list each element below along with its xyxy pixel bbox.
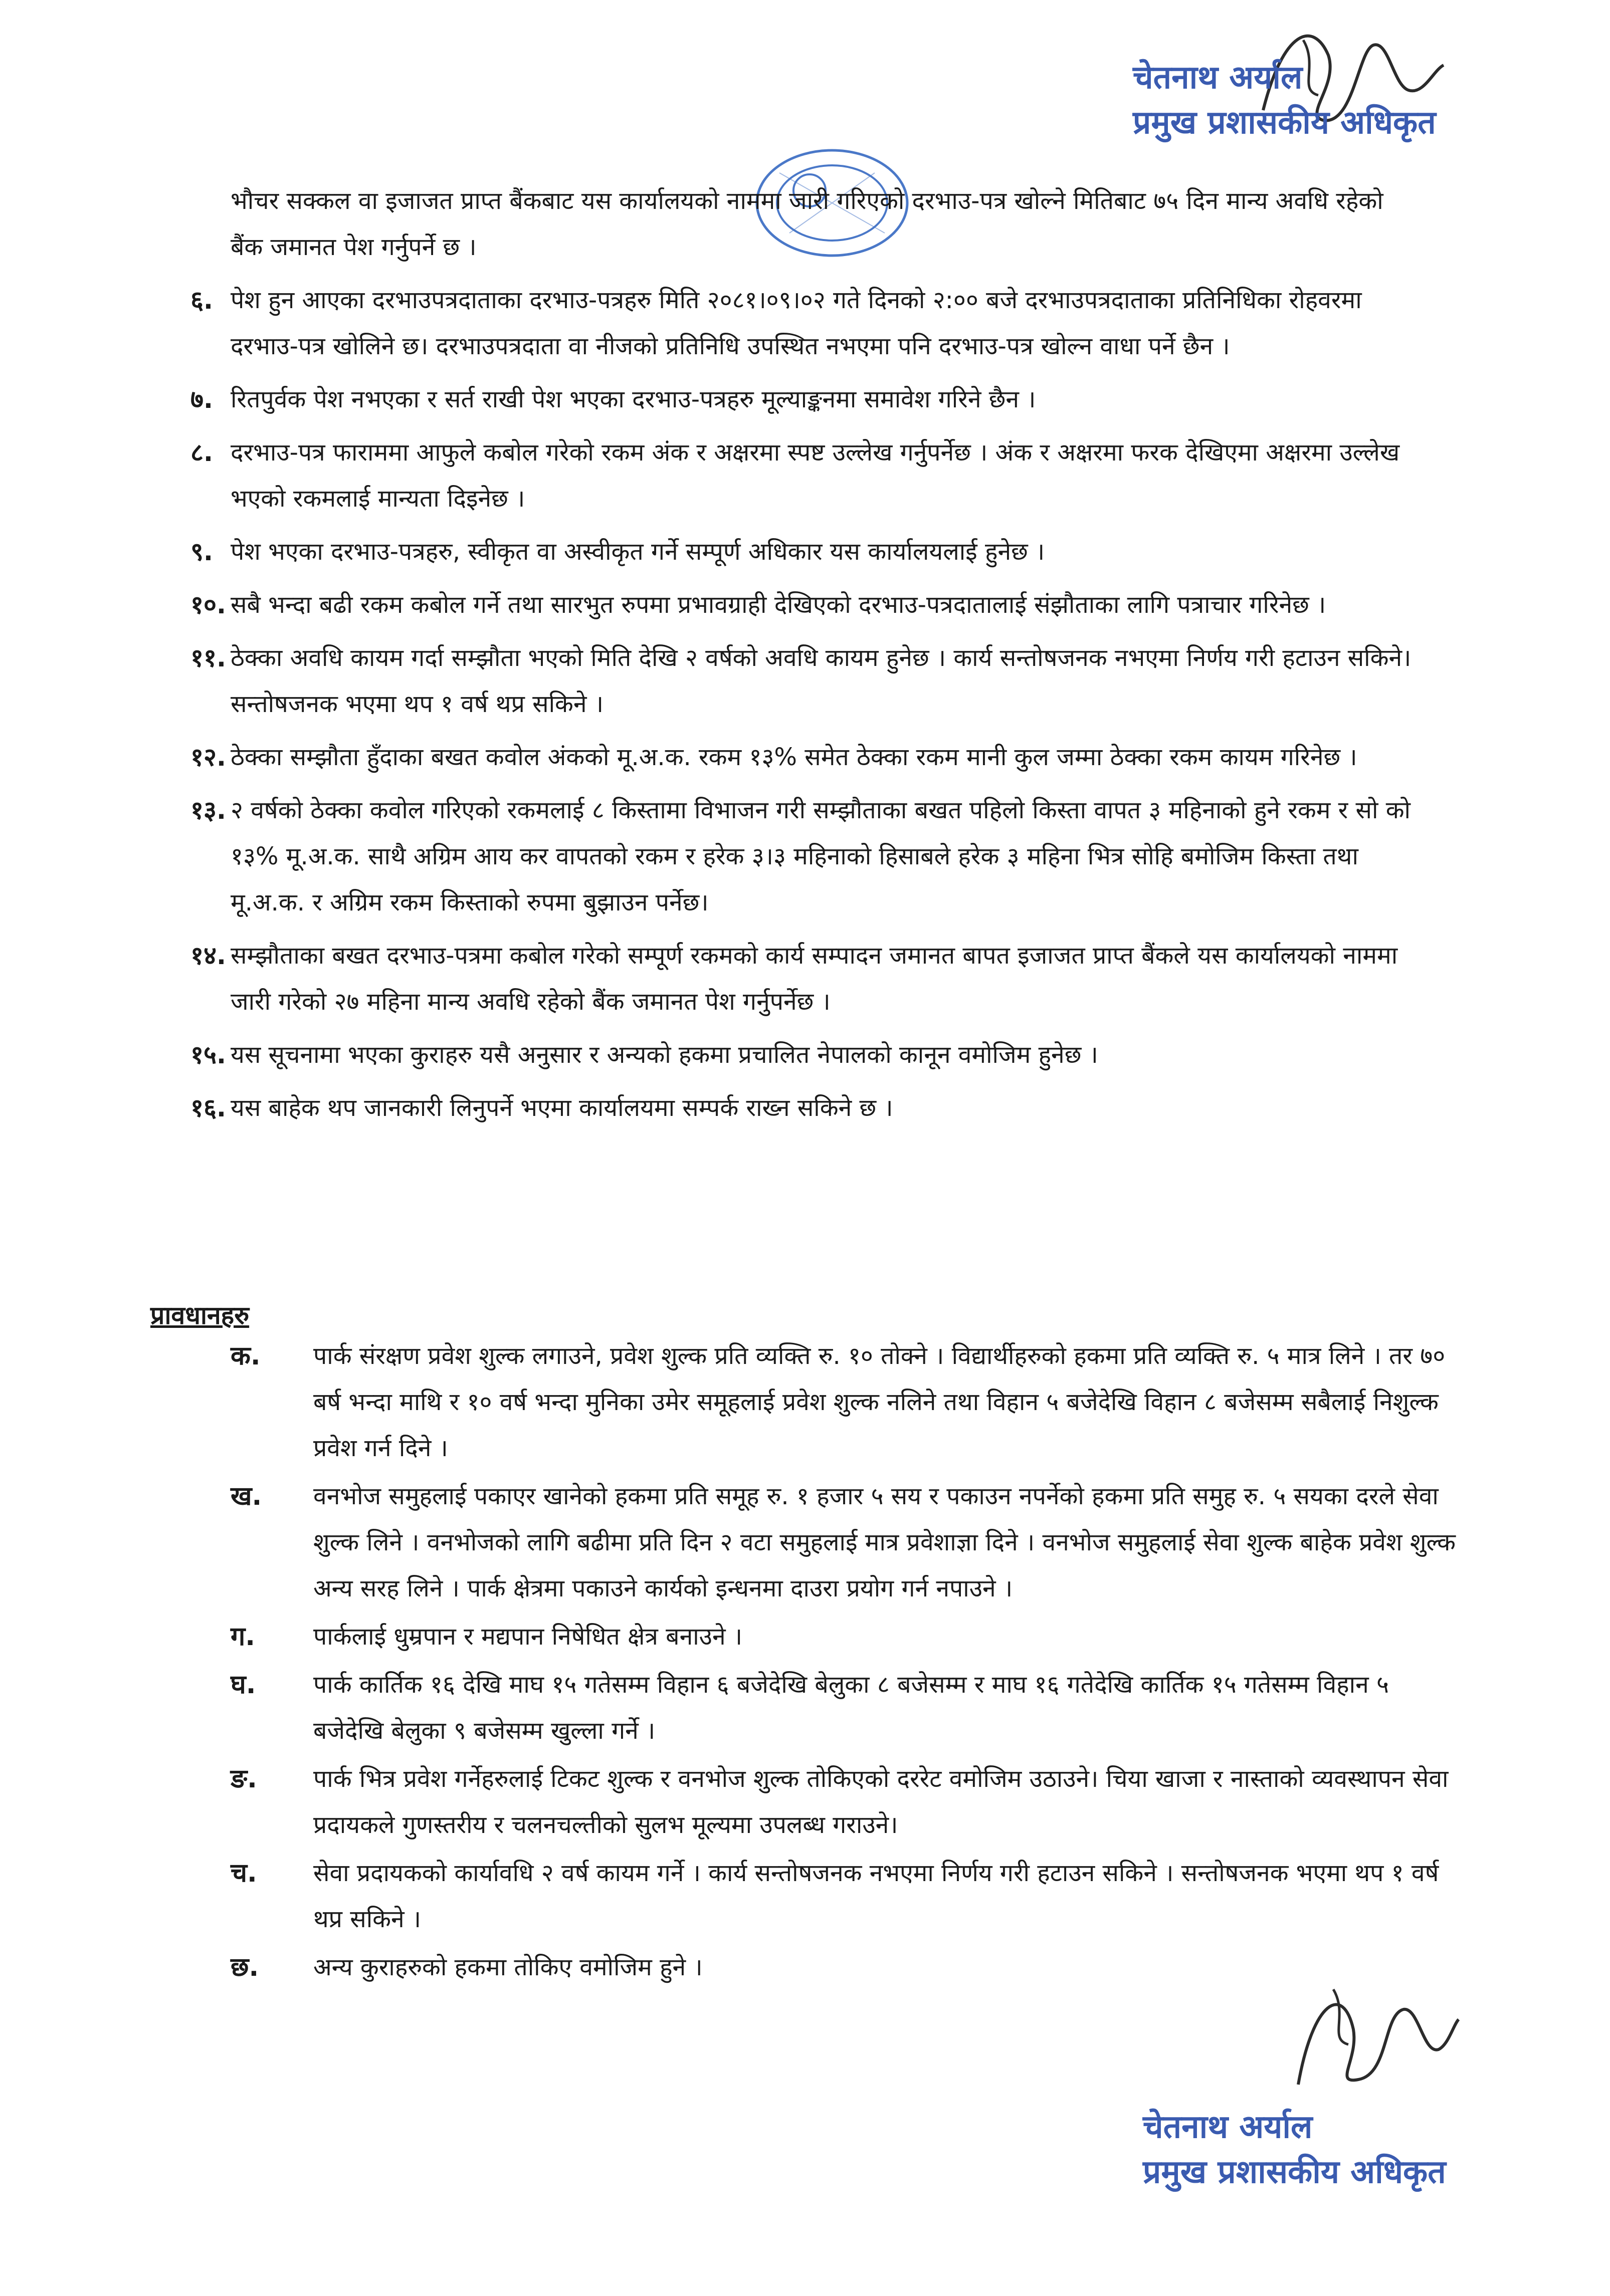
provision-text: वनभोज समुहलाई पकाएर खानेको हकमा प्रति समूह रु. १ हजार ५ सय र पकाउन नपर्नेको हकमा प्रति समुह रु. ५ सयका दरले सेवा शुल्क लिने । वनभोजको लागि बढीमा प्रति दिन २ वटा समुहलाई मात्र प्रवेशाज्ञा दिने । वनभोज समुहलाई सेवा शुल्क बाहेक प्रवेश शुल्क अन्य सरह लिने । पार्क क्षेत्रमा पकाउने कार्यको इन्धनमा दाउरा प्रयोग गर्न नपाउने । (313, 1482, 1456, 1602)
provision-text: पार्कलाई धुम्रपान र मद्यपान निषेधित क्षेत्र बनाउने । (313, 1623, 743, 1651)
clause-item (150, 1032, 1414, 1078)
clause-number: १२. (190, 743, 226, 772)
clause-item (150, 1085, 1414, 1131)
clause-item (150, 582, 1414, 628)
provision-text: अन्य कुराहरुको हकमा तोकिए वमोजिम हुने । (313, 1953, 703, 1981)
provision-letter: ङ. (231, 1764, 257, 1794)
provision-item (231, 1662, 1459, 1754)
provision-letter: घ. (231, 1670, 256, 1700)
signature-block-bottom (1143, 2105, 1446, 2195)
clause-number: १६. (190, 1093, 226, 1122)
provision-item (231, 1756, 1459, 1848)
provision-text: सेवा प्रदायकको कार्यावधि २ वर्ष कायम गर्ने । कार्य सन्तोषजनक नभएमा निर्णय गरी हटाउन सकिने । सन्तोषजनक भएमा थप १ वर्ष थप्र सकिने । (313, 1859, 1439, 1933)
clause-number: ८. (190, 438, 213, 467)
clause-text: यस सूचनामा भएका कुराहरु यसै अनुसार र अन्यको हकमा प्रचालित नेपालको कानून वमोजिम हुनेछ । (231, 1041, 1098, 1069)
signature-scribble-bottom (1283, 1969, 1464, 2100)
provision-letter: छ. (231, 1952, 259, 1982)
clause-text: दरभाउ-पत्र फाराममा आफुले कबोल गरेको रकम अंक र अक्षरमा स्पष्ट उल्लेख गर्नुपर्नेछ । अंक र अक्षरमा फरक देखिएमा अक्षरमा उल्लेख भएको रकमलाई मान्यता दिइनेछ । (231, 438, 1400, 513)
provision-text: पार्क भित्र प्रवेश गर्नेहरुलाई टिकट शुल्क र वनभोज शुल्क तोकिएको दररेट वमोजिम उठाउने। चिया खाजा र नास्ताको व्यवस्थापन सेवा प्रदायकले गुणस्तरीय र चलनचल्तीको सुलभ मूल्यमा उपलब्ध गराउने। (313, 1765, 1449, 1839)
clause-item (150, 933, 1414, 1025)
clause-number: १५. (190, 1040, 226, 1069)
provision-item (231, 1473, 1459, 1612)
signatory-name: चेतनाथ अर्याल (1143, 2109, 1313, 2146)
clause-text: २ वर्षको ठेक्का कवोल गरिएको रकमलाई ८ किस्तामा विभाजन गरी सम्झौताका बखत पहिलो किस्ता वापत ३ महिनाको हुने रकम र सो को १३% मू.अ.क. साथै अग्रिम आय कर वापतको रकम र हरेक ३।३ महिनाको हिसाबले हरेक ३ महिना भित्र सोहि बमोजिम किस्ता तथा मू.अ.क. र अग्रिम रकम किस्ताको रुपमा बुझाउन पर्नेछ। (231, 796, 1411, 916)
clause-number: १३. (190, 796, 226, 825)
provision-letter: ख. (231, 1481, 262, 1511)
signatory-designation: प्रमुख प्रशासकीय अधिकृत (1133, 104, 1436, 141)
clause-5-continuation (150, 178, 1414, 270)
clause-item (150, 429, 1414, 522)
clause-item (150, 277, 1414, 369)
provision-item (231, 1944, 1459, 1990)
provisions-list (231, 1333, 1459, 1992)
provision-item (231, 1333, 1459, 1471)
clause-number: १४. (190, 941, 226, 970)
tender-clauses (150, 178, 1414, 1131)
clause-item (150, 787, 1414, 926)
provision-item (231, 1850, 1459, 1942)
clause-text: पेश भएका दरभाउ-पत्रहरु, स्वीकृत वा अस्वीकृत गर्ने सम्पूर्ण अधिकार यस कार्यालयलाई हुनेछ । (231, 538, 1045, 566)
clause-item (150, 529, 1414, 575)
clause-item (150, 376, 1414, 422)
clause-text: यस बाहेक थप जानकारी लिनुपर्ने भएमा कार्यालयमा सम्पर्क राख्न सकिने छ । (231, 1094, 893, 1122)
provision-item (231, 1614, 1459, 1660)
provision-letter: च. (231, 1858, 257, 1888)
signature-block-top (1133, 55, 1436, 145)
provision-letter: क. (231, 1341, 261, 1371)
clause-text: पेश हुन आएका दरभाउपत्रदाताका दरभाउ-पत्रहरु मिति २०८१।०९।०२ गते दिनको २:०० बजे दरभाउपत्रदाताका प्रतिनिधिका रोहवरमा दरभाउ-पत्र खोलिने छ। दरभाउपत्रदाता वा नीजको प्रतिनिधि उपस्थित नभएमा पनि दरभाउ-पत्र खोल्न वाधा पर्ने छैन । (231, 286, 1362, 360)
clause-number: ९. (190, 537, 213, 566)
clause-text: रितपुर्वक पेश नभएका र सर्त राखी पेश भएका दरभाउ-पत्रहरु मूल्याङ्कनमा समावेश गरिने छैन । (231, 385, 1036, 413)
clause-number: ११. (190, 643, 226, 672)
clause-item (150, 635, 1414, 727)
clause-number: ६. (190, 286, 213, 315)
signatory-designation: प्रमुख प्रशासकीय अधिकृत (1143, 2154, 1446, 2191)
clause-text: ठेक्का सम्झौता हुँदाका बखत कवोल अंकको मू.अ.क. रकम १३% समेत ठेक्का रकम मानी कुल जम्मा ठेक्का रकम कायम गरिनेछ । (231, 743, 1357, 771)
clause-number: ७. (190, 385, 213, 414)
provisions-heading: प्रावधानहरु (150, 1301, 250, 1330)
provision-text: पार्क संरक्षण प्रवेश शुल्क लगाउने, प्रवेश शुल्क प्रति व्यक्ति रु. १० तोक्ने । विद्यार्थीहरुको हकमा प्रति व्यक्ति रु. ५ मात्र लिने । तर ७० बर्ष भन्दा माथि र १० वर्ष भन्दा मुनिका उमेर समूहलाई प्रवेश शुल्क नलिने तथा विहान ५ बजेदेखि विहान ८ बजेसम्म सबैलाई निशुल्क प्रवेश गर्न दिने । (313, 1342, 1446, 1462)
clause-text: सबै भन्दा बढी रकम कबोल गर्ने तथा सारभुत रुपमा प्रभावग्राही देखिएको दरभाउ-पत्रदातालाई संझौताका लागि पत्राचार गरिनेछ । (231, 591, 1326, 619)
clause-item (150, 734, 1414, 780)
provision-text: पार्क कार्तिक १६ देखि माघ १५ गतेसम्म विहान ६ बजेदेखि बेलुका ८ बजेसम्म र माघ १६ गतेदेखि कार्तिक १५ गतेसम्म विहान ५ बजेदेखि बेलुका ९ बजेसम्म खुल्ला गर्ने । (313, 1671, 1389, 1745)
signatory-name: चेतनाथ अर्याल (1133, 59, 1303, 96)
clause-text: सम्झौताका बखत दरभाउ-पत्रमा कबोल गरेको सम्पूर्ण रकमको कार्य सम्पादन जमानत बापत इजाजत प्राप्त बैंकले यस कार्यालयको नाममा जारी गरेको २७ महिना मान्य अवधि रहेको बैंक जमानत पेश गर्नुपर्नेछ । (231, 942, 1398, 1016)
clause-text: ठेक्का अवधि कायम गर्दा सम्झौता भएको मिति देखि २ वर्षको अवधि कायम हुनेछ । कार्य सन्तोषजनक नभएमा निर्णय गरी हटाउन सकिने। सन्तोषजनक भएमा थप १ वर्ष थप्र सकिने । (231, 644, 1412, 718)
provision-letter: ग. (231, 1622, 256, 1652)
clause-number: १०. (190, 590, 226, 619)
clause-text: भौचर सक्कल वा इजाजत प्राप्त बैंकबाट यस कार्यालयको नाममा जारी गरिएको दरभाउ-पत्र खोल्ने मितिबाट ७५ दिन मान्य अवधि रहेको बैंक जमानत पेश गर्नुपर्ने छ । (231, 187, 1383, 261)
